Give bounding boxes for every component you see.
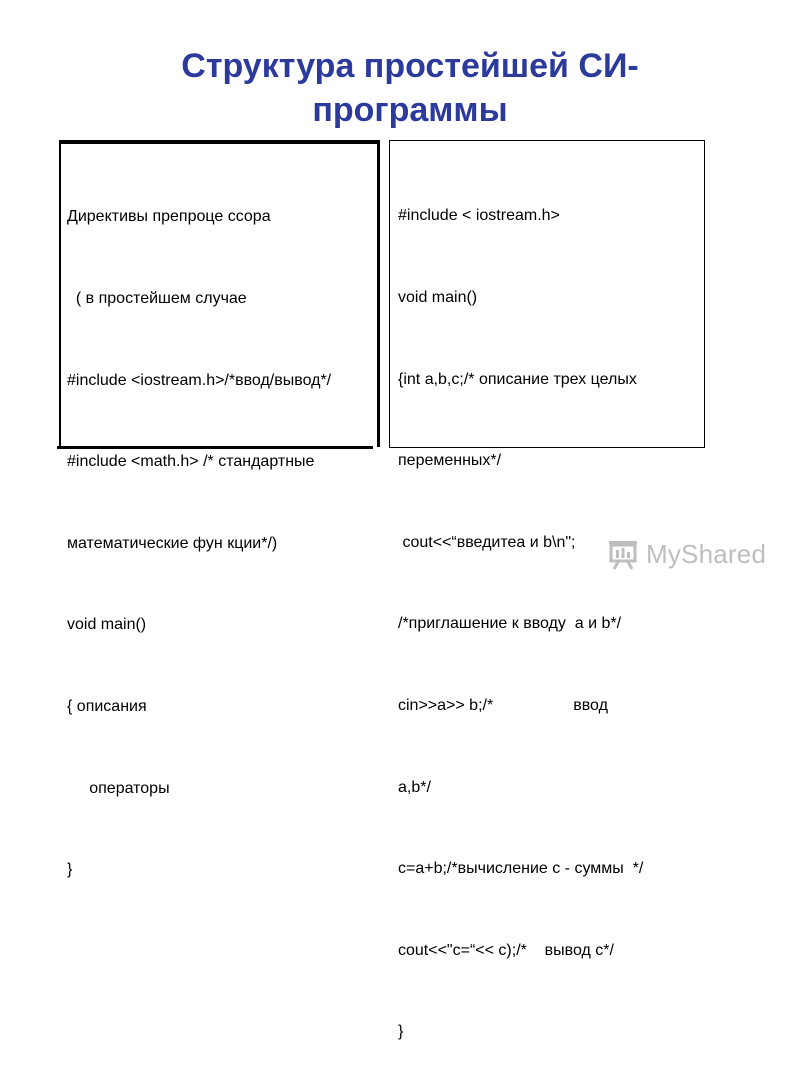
projector-board-icon: [606, 537, 640, 571]
left-panel-line: операторы: [67, 779, 170, 797]
slide-title-line-1: Структура простейшей СИ-: [181, 47, 639, 85]
left-panel-line: #include <iostream.h>/*ввод/вывод*/: [67, 371, 332, 389]
right-panel-line: cout<<“введитеа и b\n";: [398, 533, 576, 551]
left-panel-line: { описания: [67, 697, 147, 715]
slide-title: [150, 44, 670, 132]
logo-text: MyShared: [646, 538, 767, 569]
left-panel-line: void main(): [67, 616, 147, 634]
right-panel-line: c=a+b;/*вычисление c - суммы */: [398, 860, 644, 878]
left-panel-line: математические фун кции*/): [67, 534, 278, 552]
left-panel-bottom-border: [57, 446, 373, 449]
left-code-panel: [59, 140, 380, 879]
left-panel-line: }: [67, 861, 73, 879]
left-panel-line: Директивы препроце ссора: [67, 208, 271, 226]
right-panel-line: a,b*/: [398, 778, 431, 796]
right-panel-line: переменных*/: [398, 452, 502, 470]
slide-title-line-2: программы: [312, 91, 508, 129]
left-panel-line: #include <math.h> /* стандартные: [67, 453, 315, 471]
right-panel-line: {int a,b,c;/* описание трех целых: [398, 370, 637, 388]
right-code-panel: [389, 140, 705, 1041]
myshared-logo[interactable]: [606, 536, 766, 572]
right-panel-line: #include < iostream.h>: [398, 207, 560, 225]
right-panel-line: cout<<"c=“<< c);/* вывод c*/: [398, 941, 614, 959]
right-panel-line: /*приглашение к вводу a и b*/: [398, 615, 622, 633]
right-panel-line: void main(): [398, 289, 478, 306]
left-panel-line: ( в простейшем случае: [67, 290, 247, 307]
right-panel-line: cin>>a>> b;/* ввод: [398, 696, 608, 714]
right-panel-line: }: [398, 1023, 404, 1041]
